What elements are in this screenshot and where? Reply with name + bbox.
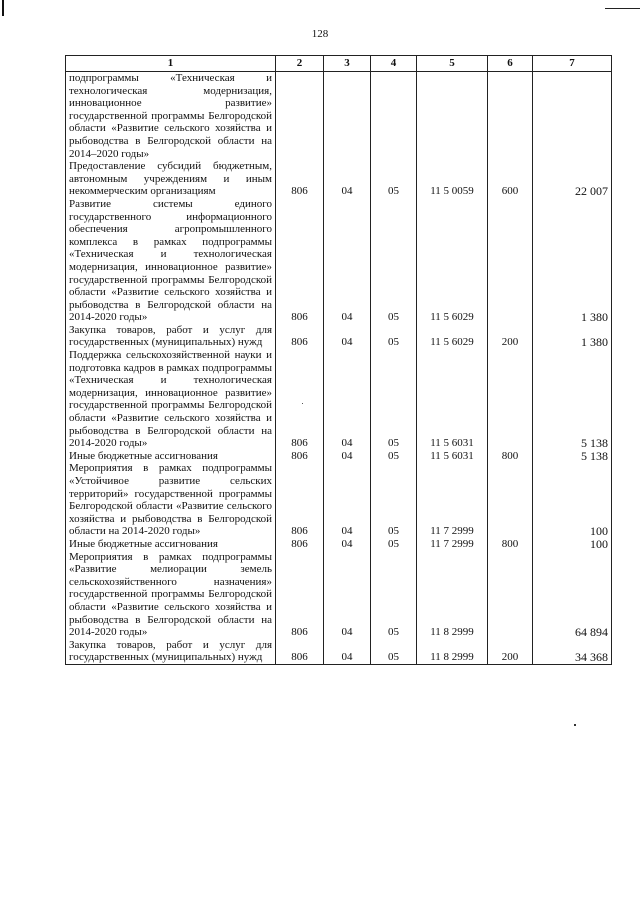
row-code-4: 05 bbox=[371, 462, 417, 538]
table-row bbox=[66, 462, 612, 538]
row-code-3: 04 bbox=[324, 462, 371, 538]
row-code-2: 806 bbox=[276, 462, 324, 538]
header-col-1: 1 bbox=[66, 56, 276, 72]
row-code-6 bbox=[488, 551, 533, 639]
table-row bbox=[66, 551, 612, 639]
table-bottom-edge bbox=[66, 664, 612, 665]
row-code-2: 806 bbox=[276, 324, 324, 349]
row-code-2: 806 bbox=[276, 538, 324, 551]
scan-speck bbox=[302, 403, 303, 404]
row-code-2: 806 bbox=[276, 160, 324, 198]
row-code-6: 800 bbox=[488, 538, 533, 551]
row-code-3: 04 bbox=[324, 450, 371, 463]
row-code-6 bbox=[488, 349, 533, 450]
header-col-2: 2 bbox=[276, 56, 324, 72]
row-description: подпрограммы «Техническая и технологическая модернизация, инновационное развитие» государственной программы Белгородской области «Развитие сельского хозяйства и рыбоводства в Белгородской области на 2014–2020 годы» bbox=[66, 72, 276, 161]
row-code-3: 04 bbox=[324, 349, 371, 450]
row-code-2: 806 bbox=[276, 349, 324, 450]
table-row bbox=[66, 160, 612, 198]
row-code-5: 11 7 2999 bbox=[417, 538, 488, 551]
row-code-4: 05 bbox=[371, 324, 417, 349]
row-code-5: 11 8 2999 bbox=[417, 639, 488, 664]
row-description: Иные бюджетные ассигнования bbox=[66, 538, 276, 551]
row-code-5: 11 7 2999 bbox=[417, 462, 488, 538]
row-code-3 bbox=[324, 72, 371, 161]
row-amount: 100 bbox=[533, 538, 612, 551]
table-row bbox=[66, 538, 612, 551]
row-code-4: 05 bbox=[371, 450, 417, 463]
row-description: Закупка товаров, работ и услуг для государственных (муниципальных) нужд bbox=[66, 639, 276, 664]
row-description: Закупка товаров, работ и услуг для государственных (муниципальных) нужд bbox=[66, 324, 276, 349]
row-amount: 1 380 bbox=[533, 198, 612, 324]
row-code-4: 05 bbox=[371, 160, 417, 198]
row-code-6: 800 bbox=[488, 450, 533, 463]
row-description: Мероприятия в рамках подпрограммы «Устойчивое развитие сельских территорий» государственной программы Белгородской области «Развитие сельского хозяйства и рыбоводства в Белгородской области на 2014-2020 годы» bbox=[66, 462, 276, 538]
header-col-3: 3 bbox=[324, 56, 371, 72]
row-code-4: 05 bbox=[371, 639, 417, 664]
row-amount: 64 894 bbox=[533, 551, 612, 639]
row-code-4: 05 bbox=[371, 551, 417, 639]
row-amount: 22 007 bbox=[533, 160, 612, 198]
table-row bbox=[66, 324, 612, 349]
row-code-2: 806 bbox=[276, 639, 324, 664]
row-description: Иные бюджетные ассигнования bbox=[66, 450, 276, 463]
header-col-5: 5 bbox=[417, 56, 488, 72]
row-amount: 34 368 bbox=[533, 639, 612, 664]
row-code-3: 04 bbox=[324, 324, 371, 349]
row-code-4: 05 bbox=[371, 198, 417, 324]
row-code-5 bbox=[417, 72, 488, 161]
header-row bbox=[66, 56, 612, 72]
row-amount: 5 138 bbox=[533, 450, 612, 463]
row-code-6: 200 bbox=[488, 324, 533, 349]
header-col-4: 4 bbox=[371, 56, 417, 72]
row-code-2: 806 bbox=[276, 450, 324, 463]
row-code-3: 04 bbox=[324, 538, 371, 551]
table-row bbox=[66, 198, 612, 324]
row-code-4: 05 bbox=[371, 349, 417, 450]
table-row bbox=[66, 639, 612, 664]
row-code-5: 11 5 6029 bbox=[417, 324, 488, 349]
row-code-6 bbox=[488, 198, 533, 324]
row-description: Мероприятия в рамках подпрограммы «Развитие мелиорации земель сельскохозяйственного назначения» государственной программы Белгородской области «Развитие сельского хозяйства и рыбоводства в Белгородской области на 2014-2020 годы» bbox=[66, 551, 276, 639]
row-code-3: 04 bbox=[324, 160, 371, 198]
row-code-5: 11 5 6031 bbox=[417, 349, 488, 450]
row-code-2: 806 bbox=[276, 198, 324, 324]
page-number: 128 bbox=[311, 28, 329, 40]
scan-edge-mark bbox=[2, 0, 4, 16]
row-description: Предоставление субсидий бюджетным, автономным учреждениям и иным некоммерческим организациям bbox=[66, 160, 276, 198]
row-code-4: 05 bbox=[371, 538, 417, 551]
row-code-5: 11 5 0059 bbox=[417, 160, 488, 198]
header-col-7: 7 bbox=[533, 56, 612, 72]
row-code-3: 04 bbox=[324, 198, 371, 324]
row-amount: 100 bbox=[533, 462, 612, 538]
table-row bbox=[66, 72, 612, 161]
row-description: Поддержка сельскохозяйственной науки и подготовка кадров в рамках подпрограммы «Техническая и технологическая модернизация, инновационное развитие» государственной программы Белгородской области «Развитие сельского хозяйства и рыбоводства в Белгородской области на 2014-2020 годы» bbox=[66, 349, 276, 450]
row-code-6 bbox=[488, 462, 533, 538]
row-code-5: 11 8 2999 bbox=[417, 551, 488, 639]
header-col-6: 6 bbox=[488, 56, 533, 72]
row-code-6: 600 bbox=[488, 160, 533, 198]
row-code-5: 11 5 6031 bbox=[417, 450, 488, 463]
scan-edge-line bbox=[605, 8, 640, 9]
row-code-6: 200 bbox=[488, 639, 533, 664]
row-code-3: 04 bbox=[324, 639, 371, 664]
row-code-5: 11 5 6029 bbox=[417, 198, 488, 324]
row-code-4 bbox=[371, 72, 417, 161]
row-code-2 bbox=[276, 72, 324, 161]
row-amount: 5 138 bbox=[533, 349, 612, 450]
row-code-2: 806 bbox=[276, 551, 324, 639]
row-amount: 1 380 bbox=[533, 324, 612, 349]
row-code-6 bbox=[488, 72, 533, 161]
table-row bbox=[66, 450, 612, 463]
row-description: Развитие системы единого государственного информационного обеспечения агропромышленного комплекса в рамках подпрограммы «Техническая и технологическая модернизация, инновационное развитие» государственной программы Белгородской области «Развитие сельского хозяйства и рыбоводства в Белгородской области на 2014-2020 годы» bbox=[66, 198, 276, 324]
row-code-3: 04 bbox=[324, 551, 371, 639]
row-amount bbox=[533, 72, 612, 161]
table-row bbox=[66, 349, 612, 450]
budget-table bbox=[65, 55, 612, 665]
scan-speck bbox=[574, 724, 576, 726]
